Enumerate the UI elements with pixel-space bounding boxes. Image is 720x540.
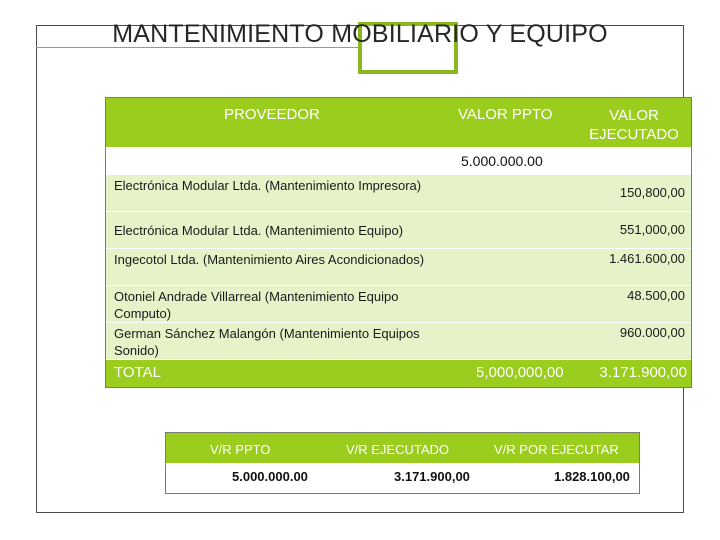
row-executed-value: 960.000,00 [619,325,685,340]
table-row [106,248,691,285]
total-budget: 5,000,000,00 [476,364,564,381]
total-row [106,359,691,387]
row-provider: German Sánchez Malangón (Mantenimiento Equipos Sonido) [114,326,420,358]
summary-table [165,432,640,494]
row-provider: Otoniel Andrade Villarreal (Mantenimiento Equipo Computo) [114,289,399,321]
table-header [106,98,691,147]
row-provider: Electrónica Modular Ltda. (Mantenimiento Equipo) [114,223,404,238]
row-provider: Electrónica Modular Ltda. (Mantenimiento Impresora) [114,178,422,193]
header-budget: VALOR PPTO [458,106,553,123]
summary-value-executed: 3.171.900,00 [394,469,470,484]
table-row [106,174,691,211]
summary-values [166,463,639,493]
budget-value: 5.000.000.00 [461,153,543,169]
total-executed: 3.171.900,00 [599,364,687,381]
table-row [106,322,691,359]
summary-value-pending: 1.828.100,00 [554,469,630,484]
budget-row [106,147,691,174]
header-executed: VALOR EJECUTADO [589,107,679,143]
header-provider: PROVEEDOR [224,106,320,123]
summary-header [166,433,639,463]
row-provider: Ingecotol Ltda. (Mantenimiento Aires Acondicionados) [114,252,425,267]
row-executed-value: 1.461.600,00 [609,251,685,266]
summary-header-budget: V/R PPTO [210,442,271,457]
slide-title: MANTENIMIENTO MOBILIARIO Y EQUIPO [112,20,608,48]
table-row [106,285,691,322]
row-executed-value: 48.500,00 [627,288,685,303]
summary-header-pending: V/R POR EJECUTAR [494,442,619,457]
row-executed-value: 551,000,00 [619,222,685,237]
table-row [106,211,691,248]
row-executed-value: 150,800,00 [619,185,685,200]
total-label: TOTAL [114,364,161,381]
summary-header-executed: V/R EJECUTADO [346,442,450,457]
summary-value-budget: 5.000.000.00 [232,469,308,484]
maintenance-table [105,97,692,388]
